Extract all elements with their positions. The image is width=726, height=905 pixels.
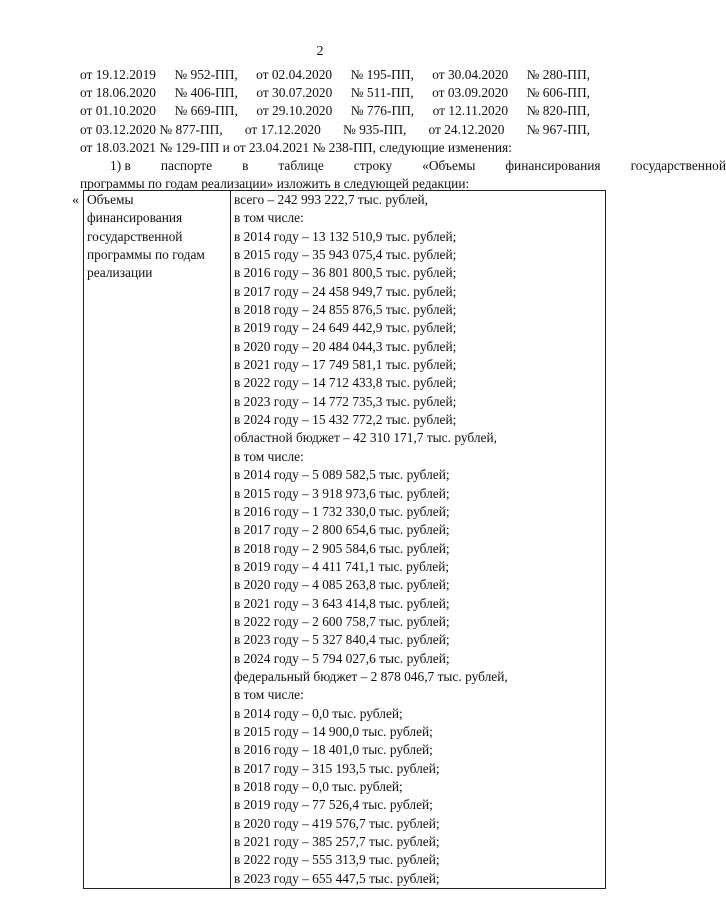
value-line: в 2016 году – 1 732 330,0 тыс. рублей;	[234, 503, 450, 519]
amendment-row	[80, 121, 590, 139]
value-line: в 2019 году – 77 526,4 тыс. рублей;	[234, 797, 433, 813]
value-line: в 2021 году – 3 643 414,8 тыс. рублей;	[234, 595, 450, 611]
value-line: в 2024 году – 5 794 027,6 тыс. рублей;	[234, 650, 450, 666]
value-line: в 2021 году – 385 257,7 тыс. рублей;	[234, 834, 440, 850]
date: от 02.04.2020	[256, 67, 333, 82]
value-line: в 2017 году – 24 458 949,7 тыс. рублей;	[234, 283, 457, 299]
date-number: от 03.12.2020 № 877-ПП,	[80, 121, 223, 137]
value-line: в 2020 году – 20 484 044,3 тыс. рублей;	[234, 338, 457, 354]
word: финансирования	[505, 158, 601, 173]
value-line: в 2023 году – 5 327 840,4 тыс. рублей;	[234, 632, 450, 648]
value-line: в 2014 году – 0,0 тыс. рублей;	[234, 705, 403, 721]
value-line: в 2018 году – 24 855 876,5 тыс. рублей;	[234, 302, 457, 318]
value-line: в 2014 году – 13 132 510,9 тыс. рублей;	[234, 228, 457, 244]
number: № 776-ПП,	[350, 103, 415, 119]
federal-total-line: федеральный бюджет – 2 878 046,7 тыс. рублей,	[234, 668, 508, 684]
number: № 935-ПП,	[342, 121, 407, 137]
value-line: в 2024 году – 15 432 772,2 тыс. рублей;	[234, 412, 457, 428]
item-1-first-line	[80, 157, 726, 175]
value-line: в 2020 году – 419 576,7 тыс. рублей;	[234, 815, 440, 831]
word: 1) в	[110, 158, 131, 173]
value-line: в том числе:	[234, 448, 304, 464]
amendment-row	[80, 66, 590, 84]
total-line: всего – 242 993 222,7 тыс. рублей,	[234, 192, 429, 207]
value-line: в том числе:	[234, 687, 304, 703]
date: от 19.12.2019	[80, 67, 156, 82]
funding-label-cell	[84, 191, 231, 889]
label-line: финансирования	[87, 210, 183, 226]
funding-value-cell	[231, 191, 606, 889]
value-line: в 2016 году – 18 401,0 тыс. рублей;	[234, 742, 433, 758]
word: таблице	[278, 158, 324, 173]
value-line: в 2018 году – 0,0 тыс. рублей;	[234, 779, 403, 794]
regional-total-line: областной бюджет – 42 310 171,7 тыс. рублей,	[234, 430, 497, 446]
amendment-row	[80, 102, 590, 120]
date: от 18.06.2020	[80, 85, 156, 101]
value-line: в 2017 году – 315 193,5 тыс. рублей;	[234, 760, 440, 776]
number: № 280-ПП,	[526, 67, 590, 82]
value-line: в 2020 году – 4 085 263,8 тыс. рублей;	[234, 577, 450, 593]
value-line: в 2023 году – 655 447,5 тыс. рублей;	[234, 870, 440, 886]
date: от 03.09.2020	[432, 85, 509, 101]
number: № 606-ПП,	[526, 85, 590, 101]
value-line: в 2022 году – 2 600 758,7 тыс. рублей;	[234, 613, 450, 629]
date: от 17.12.2020	[244, 121, 321, 137]
date: от 12.11.2020	[432, 103, 509, 119]
page-number: 2	[316, 44, 324, 59]
amendment-last-text: от 18.03.2021 № 129-ПП и от 23.04.2021 № 238-ПП, следующие изменения:	[80, 139, 512, 155]
value-line: в 2018 году – 2 905 584,6 тыс. рублей;	[234, 540, 450, 556]
word: в	[242, 158, 249, 173]
value-line: в 2021 году – 17 749 581,1 тыс. рублей;	[234, 357, 457, 373]
value-line: в 2015 году – 14 900,0 тыс. рублей;	[234, 723, 433, 739]
value-line: в 2019 году – 24 649 442,9 тыс. рублей;	[234, 320, 457, 336]
date: от 30.07.2020	[256, 85, 333, 101]
opening-quote: «	[72, 193, 79, 208]
label-line: реализации	[87, 265, 153, 281]
word: строку	[353, 158, 393, 173]
amendment-list	[80, 66, 590, 157]
value-line: в 2015 году – 3 918 973,6 тыс. рублей;	[234, 485, 450, 501]
value-line: в 2016 году – 36 801 800,5 тыс. рублей;	[234, 265, 457, 281]
amendment-row-last	[80, 139, 590, 157]
date: от 01.10.2020	[80, 103, 156, 119]
value-line: в том числе:	[234, 210, 304, 226]
word: паспорте	[160, 158, 213, 173]
amendment-row	[80, 84, 590, 102]
date: от 24.12.2020	[428, 121, 505, 137]
word: «Объемы	[422, 158, 476, 173]
value-line: в 2019 году – 4 411 741,1 тыс. рублей;	[234, 558, 450, 574]
date: от 30.04.2020	[432, 67, 509, 82]
number: № 406-ПП,	[174, 85, 238, 101]
value-line: в 2015 году – 35 943 075,4 тыс. рублей;	[234, 247, 457, 263]
number: № 669-ПП,	[174, 103, 238, 119]
funding-table	[83, 190, 606, 889]
value-line: в 2023 году – 14 772 735,3 тыс. рублей;	[234, 393, 457, 409]
date: от 29.10.2020	[256, 103, 333, 119]
number: № 967-ПП,	[526, 121, 590, 137]
label-line: государственной	[87, 228, 183, 244]
value-line: в 2022 году – 555 313,9 тыс. рублей;	[234, 852, 440, 868]
item-1-second-line: программы по годам реализации» изложить в следующей редакции:	[80, 176, 470, 192]
number: № 952-ПП,	[174, 67, 238, 82]
word: государственной	[630, 158, 726, 173]
value-line: в 2017 году – 2 800 654,6 тыс. рублей;	[234, 522, 450, 538]
number: № 511-ПП,	[350, 85, 414, 101]
number: № 820-ПП,	[526, 103, 590, 119]
value-line: в 2014 году – 5 089 582,5 тыс. рублей;	[234, 467, 450, 483]
number: № 195-ПП,	[350, 67, 414, 82]
funding-row	[84, 191, 606, 889]
item-1-paragraph	[80, 157, 726, 193]
label-line: программы по годам	[87, 247, 205, 263]
value-line: в 2022 году – 14 712 433,8 тыс. рублей;	[234, 375, 457, 391]
label-line: Объемы	[87, 192, 134, 207]
